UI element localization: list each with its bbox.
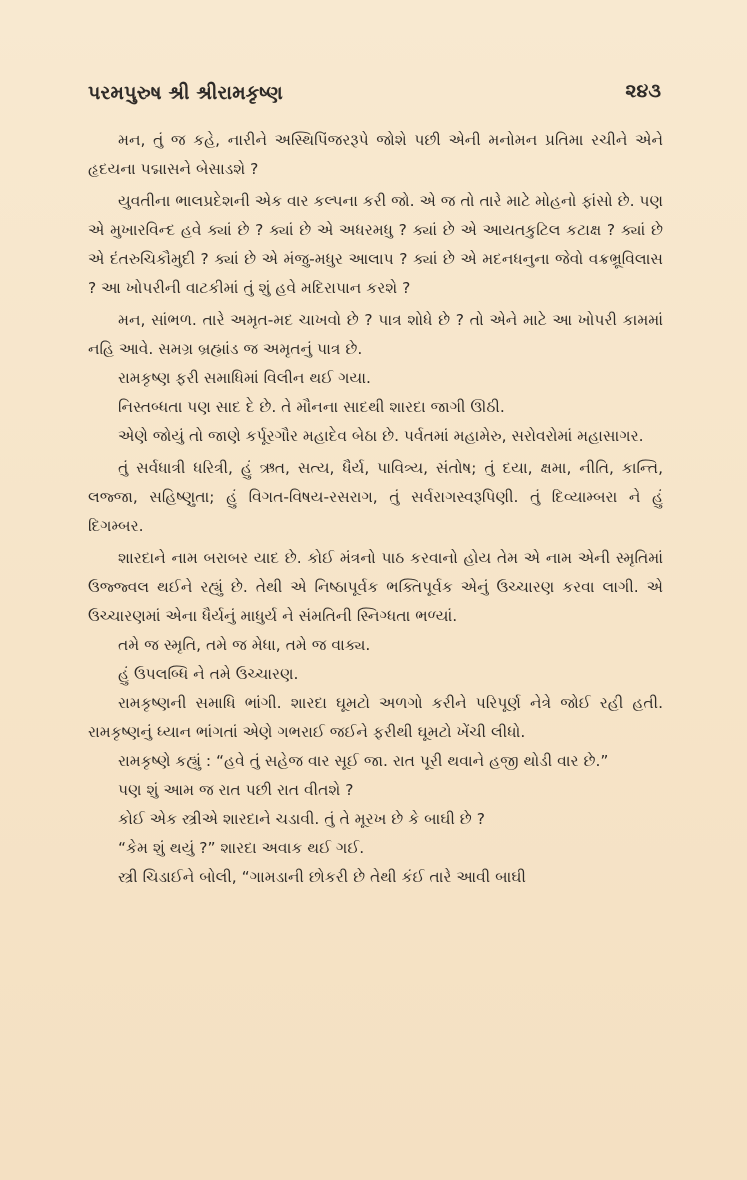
running-header [88, 82, 661, 116]
paragraph: તું સર્વધાત્રી ધરિત્રી, હું ઋત, સત્ય, ધૈર્ય, પાવિત્ર્ય, સંતોષ; તું દયા, ક્ષમા, નીતિ, કાન્તિ, લજ્જા, સહિષ્ણુતા; હું વિગત-વિષય-રસરાગ, તું સર્વરાગસ્વરૂપિણી. તું દિવ્યામ્બરા ને હું દિગમ્બર. [88, 459, 663, 535]
paragraph: કોઈ એક સ્ત્રીએ શારદાને ચડાવી. તું તે મૂરખ છે કે બાઘી છે ? [118, 810, 485, 828]
paragraph: રામકૃષ્ણ ફરી સમાધિમાં વિલીન થઈ ગયા. [118, 369, 371, 387]
paragraph: “કેમ શું થયું ?” શારદા અવાક થઈ ગઈ. [118, 839, 365, 857]
paragraph: મન, તું જ કહે, નારીને અસ્થિપિંજરરૂપે જોશે પછી એની મનોમન પ્રતિમા રચીને એને હૃદયના પદ્માસને બેસાડશે ? [88, 131, 663, 178]
paragraph: રામકૃષ્ણે કહ્યું : “હવે તું સહેજ વાર સૂઈ જા. રાત પૂરી થવાને હજી થોડી વાર છે.” [118, 752, 609, 770]
paragraph: રામકૃષ્ણની સમાધિ ભાંગી. શારદા ઘૂમટો અળગો કરીને પરિપૂર્ણ નેત્રે જોઈ રહી હતી. રામકૃષ્ણનું ધ્યાન ભાંગતાં એણે ગભરાઈ જઈને ફરીથી ઘૂમટો ખેંચી લીધો. [88, 694, 663, 741]
paragraph: એણે જોયું તો જાણે કર્પૂરગૌર મહાદેવ બેઠા છે. પર્વતમાં મહામેરુ, સરોવરોમાં મહાસાગર. [118, 427, 644, 445]
paragraph: સ્ત્રી ચિડાઈને બોલી, “ગામડાની છોકરી છે તેથી કંઈ તારે આવી બાઘી [118, 868, 526, 886]
paragraph: તમે જ સ્મૃતિ, તમે જ મેધા, તમે જ વાક્ય. [118, 636, 371, 654]
page-number: ૨૪૩ [625, 80, 661, 102]
paragraph: હું ઉપલબ્ધિ ને તમે ઉચ્ચારણ. [118, 665, 299, 683]
paragraph: મન, સાંભળ. તારે અમૃત-મદ ચાખવો છે ? પાત્ર શોધે છે ? તો એને માટે આ ખોપરી કામમાં નહિ આવે. સમગ્ર બ્રહ્માંડ જ અમૃતનું પાત્ર છે. [88, 311, 663, 358]
body-text [88, 126, 663, 892]
paragraph: યુવતીના ભાલપ્રદેશની એક વાર કલ્પના કરી જો. એ જ તો તારે માટે મોહનો ફાંસો છે. પણ એ મુખારવિન્દ હવે ક્યાં છે ? ક્યાં છે એ અધરમધુ ? ક્યાં છે એ આયતકુટિલ કટાક્ષ ? ક્યાં છે એ દંતરુચિકૌમુદી ? ક્યાં છે એ મંજુ-મધુર આલાપ ? ક્યાં છે એ મદનધનુના જેવો વક્રભ્રૂવિલાસ ? આ ખોપરીની વાટકીમાં તું શું હવે મદિરાપાન કરશે ? [88, 192, 663, 297]
running-title: પરમપુરુષ શ્રી શ્રીરામકૃષ્ણ [88, 82, 283, 104]
paragraph: શારદાને નામ બરાબર યાદ છે. કોઈ મંત્રનો પાઠ કરવાનો હોય તેમ એ નામ એની સ્મૃતિમાં ઉજ્જ્વલ થઈને રહ્યું છે. તેથી એ નિષ્ઠાપૂર્વક ભક્તિપૂર્વક એનું ઉચ્ચારણ કરવા લાગી. એ ઉચ્ચારણમાં એના ધૈર્યનું માધુર્ય ને સંમતિની સ્નિગ્ધતા ભળ્યાં. [88, 549, 663, 625]
paragraph: પણ શું આમ જ રાત પછી રાત વીતશે ? [118, 781, 354, 799]
paragraph: નિસ્તબ્ધતા પણ સાદ દે છે. તે મૌનના સાદથી શારદા જાગી ઊઠી. [118, 398, 505, 416]
